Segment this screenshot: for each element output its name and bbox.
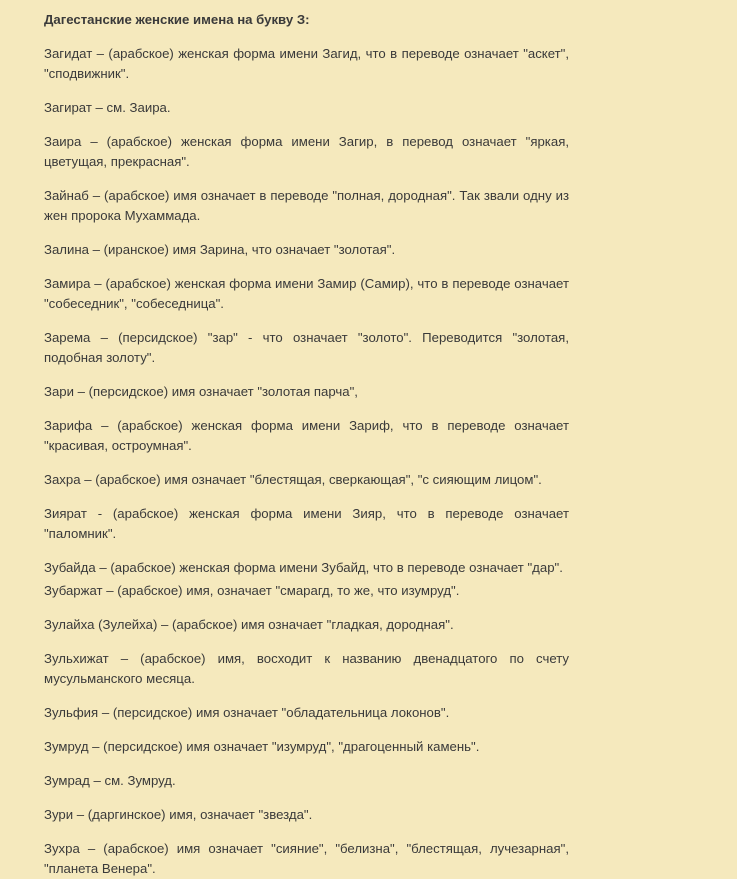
name-entry: Загидат – (арабское) женская форма имени Загид, что в переводе означает "аскет", "сподвижник". xyxy=(44,46,569,81)
page-title: Дагестанские женские имена на букву З: xyxy=(44,12,310,27)
name-entry: Зайнаб – (арабское) имя означает в переводе "полная, дородная". Так звали одну из жен пророка Мухаммада. xyxy=(44,188,569,223)
name-entry: Залина – (иранское) имя Зарина, что означает "золотая". xyxy=(44,242,396,257)
name-entry: Зари – (персидское) имя означает "золотая парча", xyxy=(44,384,358,399)
name-entry: Захра – (арабское) имя означает "блестящая, сверкающая", "с сияющим лицом". xyxy=(44,472,542,487)
name-entry: Зубаржат – (арабское) имя, означает "смарагд, то же, что изумруд". xyxy=(44,583,460,598)
name-entry: Замира – (арабское) женская форма имени Замир (Самир), что в переводе означает "собеседник", "собеседница". xyxy=(44,276,569,311)
name-entry: Заира – (арабское) женская форма имени Загир, в перевод означает "яркая, цветущая, прекрасная". xyxy=(44,134,569,169)
name-entry: Зумруд – (персидское) имя означает "изумруд", "драгоценный камень". xyxy=(44,739,480,754)
name-entry: Зухра – (арабское) имя означает "сияние", "белизна", "блестящая, лучезарная", "планета Венера". xyxy=(44,841,569,876)
name-entry: Зульхижат – (арабское) имя, восходит к названию двенадцатого по счету мусульманского месяца. xyxy=(44,651,569,686)
name-entry: Зиярат - (арабское) женская форма имени Зияр, что в переводе означает "паломник". xyxy=(44,506,569,541)
name-entry: Загират – см. Заира. xyxy=(44,100,171,115)
name-entry: Зубайда – (арабское) женская форма имени Зубайд, что в переводе означает "дар". xyxy=(44,560,563,575)
name-entry: Зарифа – (арабское) женская форма имени Зариф, что в переводе означает "красивая, остроумная". xyxy=(44,418,569,453)
name-entry: Зулайха (Зулейха) – (арабское) имя означает "гладкая, дородная". xyxy=(44,617,454,632)
name-entry: Зури – (даргинское) имя, означает "звезда". xyxy=(44,807,313,822)
name-entry: Зумрад – см. Зумруд. xyxy=(44,773,176,788)
name-entry: Зульфия – (персидское) имя означает "обладательница локонов". xyxy=(44,705,450,720)
name-entry: Зарема – (персидское) "зар" - что означает "золото". Переводится "золотая, подобная золоту". xyxy=(44,330,569,365)
